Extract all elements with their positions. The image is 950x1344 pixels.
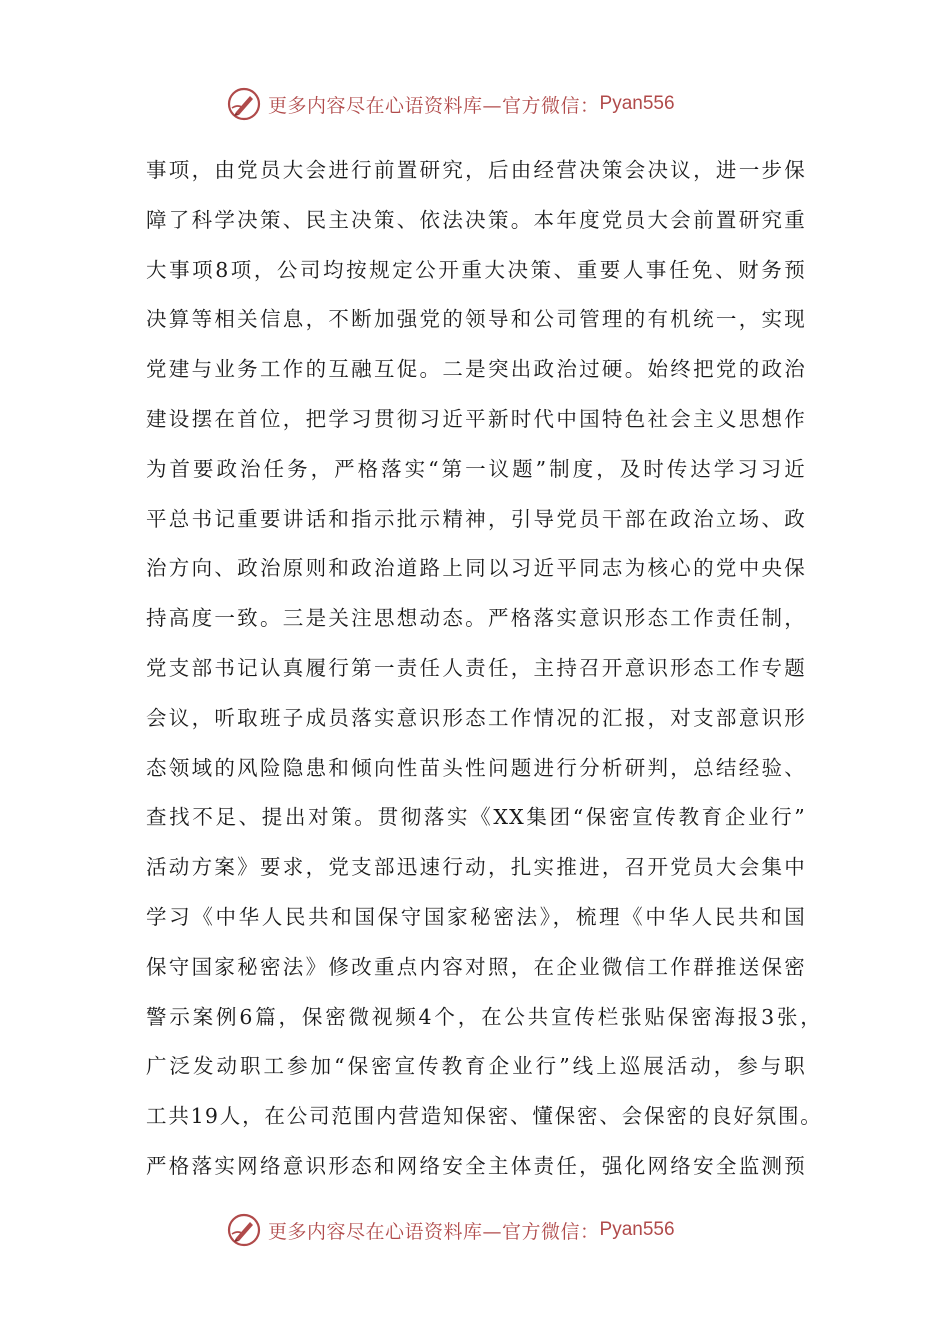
- body-line: 建设摆在首位，把学习贯彻习近平新时代中国特色社会主义思想作: [146, 406, 806, 431]
- body-line: 大事项8项，公司均按规定公开重大决策、重要人事任免、财务预: [146, 257, 806, 282]
- body-line: 活动方案》要求，党支部迅速行动，扎实推进，召开党员大会集中: [146, 855, 806, 880]
- body-line: 广泛发动职工参加“保密宣传教育企业行”线上巡展活动，参与职: [146, 1054, 806, 1079]
- body-line: 严格落实网络意识形态和网络安全主体责任，强化网络安全监测预: [146, 1153, 806, 1178]
- body-line: 警示案例6篇，保密微视频4个，在公共宣传栏张贴保密海报3张，: [146, 1004, 822, 1029]
- watermark-text: 更多内容尽在心语资料库—官方微信：: [268, 94, 600, 117]
- watermark-account: Pyan556: [599, 1219, 675, 1240]
- watermark-account: Pyan556: [599, 93, 675, 114]
- body-line: 为首要政治任务，严格落实“第一议题”制度，及时传达学习习近: [146, 456, 806, 481]
- body-line: 态领域的风险隐患和倾向性苗头性问题进行分析研判，总结经验、: [146, 755, 806, 780]
- body-line: 党支部书记认真履行第一责任人责任，主持召开意识形态工作专题: [146, 655, 806, 680]
- body-line: 决算等相关信息，不断加强党的领导和公司管理的有机统一，实现: [146, 307, 806, 332]
- body-line: 查找不足、提出对策。贯彻落实《XX集团“保密宣传教育企业行”: [146, 805, 806, 830]
- pen-logo-icon: [226, 86, 262, 122]
- body-line: 保守国家秘密法》修改重点内容对照，在企业微信工作群推送保密: [146, 954, 806, 979]
- document-body: [146, 146, 826, 1192]
- header-watermark: [226, 84, 675, 124]
- body-line: 事项，由党员大会进行前置研究，后由经营决策会决议，进一步保: [146, 158, 806, 182]
- body-line: 会议，听取班子成员落实意识形态工作情况的汇报，对支部意识形: [146, 705, 806, 730]
- body-line: 党建与业务工作的互融互促。二是突出政治过硬。始终把党的政治: [146, 357, 806, 382]
- pen-logo-icon: [226, 1212, 262, 1248]
- body-line: 持高度一致。三是关注思想动态。严格落实意识形态工作责任制，: [146, 606, 806, 631]
- body-line: 治方向、政治原则和政治道路上同以习近平同志为核心的党中央保: [146, 556, 806, 581]
- watermark-text: 更多内容尽在心语资料库—官方微信：: [268, 1220, 600, 1243]
- body-line: 学习《中华人民共和国保守国家秘密法》，梳理《中华人民共和国: [146, 904, 806, 929]
- footer-watermark: [226, 1210, 675, 1250]
- body-line: 平总书记重要讲话和指示批示精神，引导党员干部在政治立场、政: [146, 506, 806, 531]
- body-line: 障了科学决策、民主决策、依法决策。本年度党员大会前置研究重: [146, 207, 806, 232]
- body-line: 工共19人，在公司范围内营造知保密、懂保密、会保密的良好氛围。: [146, 1104, 822, 1129]
